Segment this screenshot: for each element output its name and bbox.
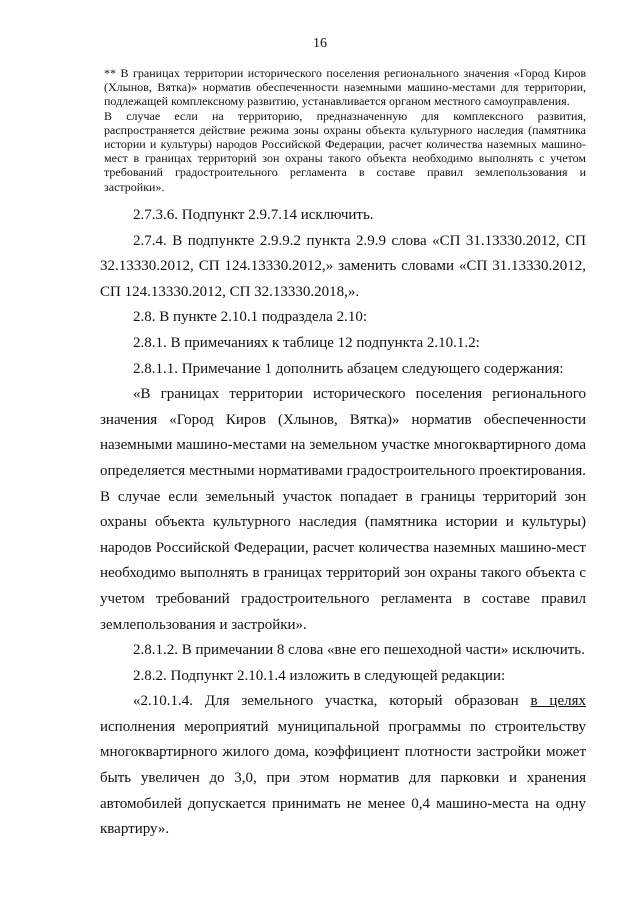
footnote-paragraph: ** В границах территории исторического поселения регионального значения «Город Киров (Хлынов, Вятка)» норматив обеспеченности наземными машино-местами для территории, подлежащей комплексному развитию, устанавливается органом местного самоуправления. [104,66,586,109]
paragraph [100,689,586,843]
paragraph: 2.7.4. В подпункте 2.9.9.2 пункта 2.9.9 слова «СП 31.13330.2012, СП 32.13330.2012, СП 124.13330.2012,» заменить словами «СП 31.13330.2012, СП 124.13330.2012, СП 32.13330.2018,». [100,232,586,300]
paragraph: 2.8. В пункте 2.10.1 подраздела 2.10: [133,309,368,326]
paragraph-text: «2.10.1.4. Для земельного участка, который образован [133,693,531,710]
paragraph: «В границах территории исторического поселения регионального значения «Город Киров (Хлынов, Вятка)» норматив обеспеченности наземными машино-местами на земельном участке многоквартирного дома определяется местными нормативами градостроительного проектирования. В случае если земельный участок попадает в границы территорий зон охраны объекта культурного наследия (памятника истории и культуры) народов Российской Федерации, расчет количества наземных машино-мест необходимо выполнять в границах территорий зон охраны такого объекта с учетом требований градостроительного регламента в составе правил землепользования и застройки». [100,386,586,633]
footnote-paragraph: В случае если на территорию, предназначенную для комплексного развития, распространяется действие режима зоны охраны объекта культурного наследия (памятника истории и культуры) народов Российской Федерации, расчет количества наземных машино-мест в границах территорий зон охраны такого объекта необходимо выполнять с учетом требований градостроительного регламента в составе правил землепользования и застройки». [104,108,586,194]
paragraph: 2.8.1. В примечаниях к таблице 12 подпункта 2.10.1.2: [133,334,480,351]
footnote [104,66,586,194]
paragraph: 2.8.1.2. В примечании 8 слова «вне его пешеходной части» исключить. [133,642,585,659]
paragraph: 2.8.1.1. Примечание 1 дополнить абзацем следующего содержания: [133,360,564,377]
page-number: 16 [313,36,327,51]
paragraph: 2.8.2. Подпункт 2.10.1.4 изложить в следующей редакции: [133,667,506,684]
document-body [100,203,586,843]
paragraph-text: исполнения мероприятий муниципальной программы по строительству многоквартирного жилого дома, коэффициент плотности застройки может быть увеличен до 3,0, при этом норматив для парковки и хранения автомобилей допускается принимать не менее 0,4 машино-места на одну квартиру». [100,718,586,838]
paragraph: 2.7.3.6. Подпункт 2.9.7.14 исключить. [133,207,374,223]
underlined-text: в целях [530,693,586,710]
